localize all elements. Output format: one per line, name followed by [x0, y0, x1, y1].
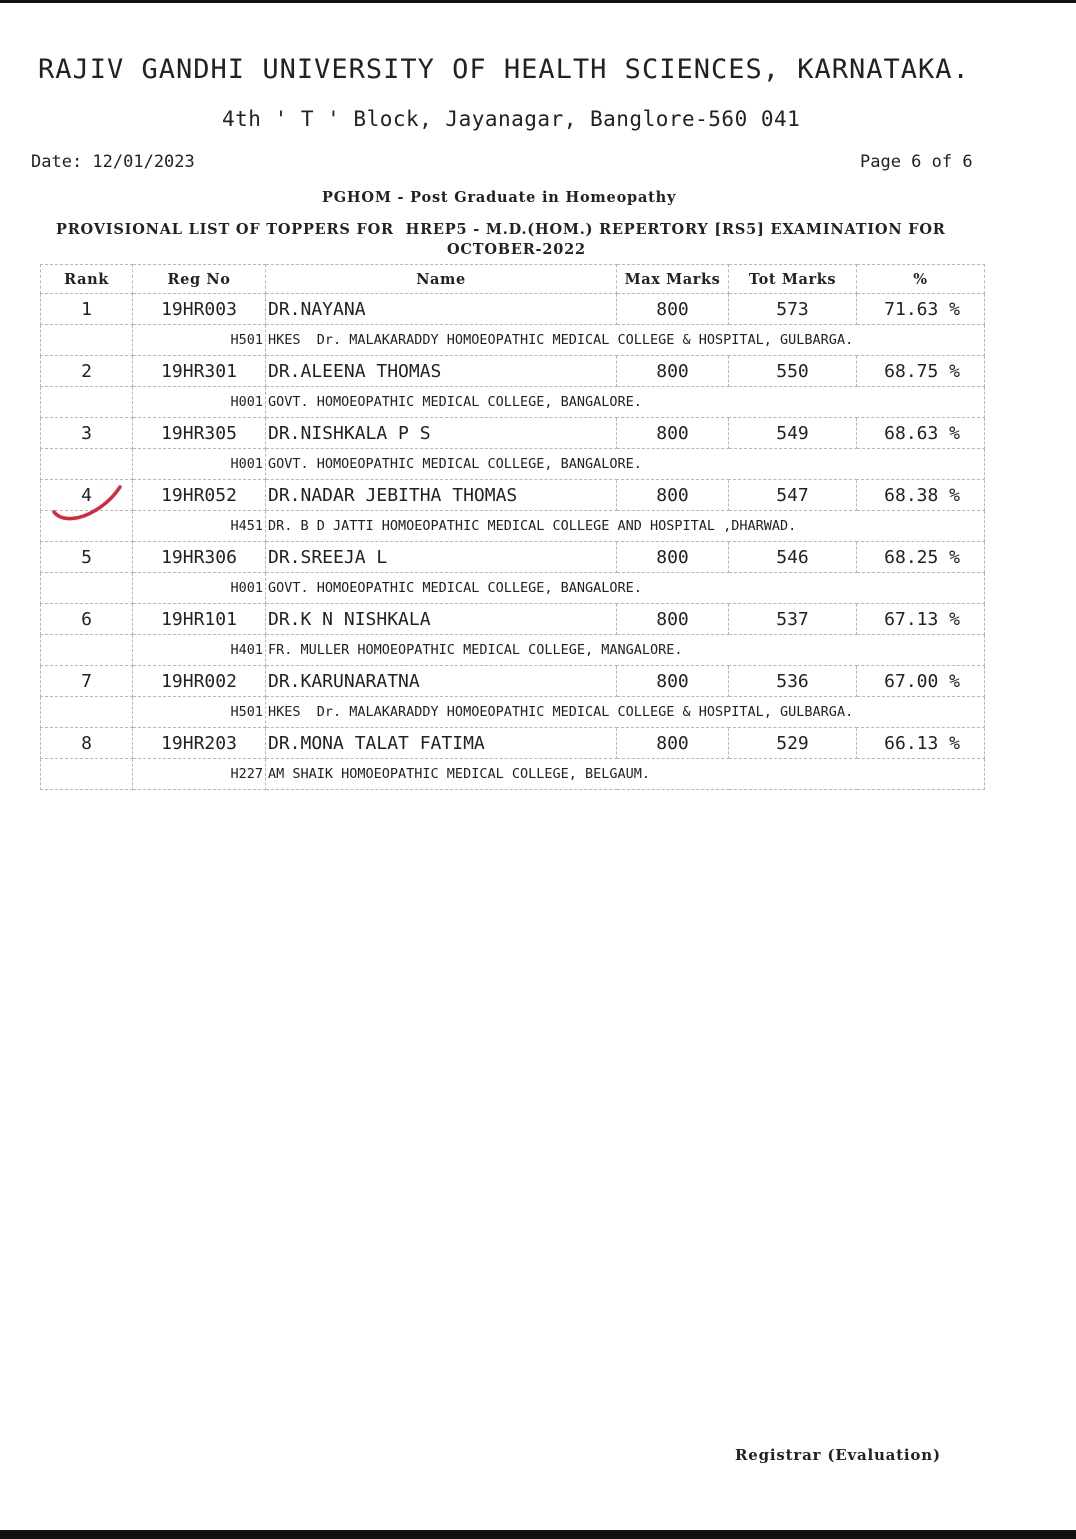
document-date: Date: 12/01/2023 [31, 152, 195, 172]
percent-cell: 66.13 % [857, 728, 985, 759]
reg-no-cell: 19HR306 [133, 542, 266, 573]
college-row [41, 573, 985, 604]
tot-marks-cell: 550 [729, 356, 857, 387]
tot-marks-cell: 549 [729, 418, 857, 449]
college-code-cell: H401 [133, 635, 266, 666]
reg-no-cell: 19HR052 [133, 480, 266, 511]
college-name-cell: AM SHAIK HOMOEOPATHIC MEDICAL COLLEGE, BELGAUM. [266, 759, 985, 790]
college-row [41, 449, 985, 480]
course-title: PGHOM - Post Graduate in Homeopathy [322, 189, 677, 206]
max-marks-cell: 800 [617, 666, 729, 697]
college-row [41, 759, 985, 790]
max-marks-cell: 800 [617, 418, 729, 449]
table-row [41, 294, 985, 325]
col-header-percent: % [857, 265, 985, 294]
college-code-cell: H001 [133, 449, 266, 480]
page-number: Page 6 of 6 [860, 152, 973, 172]
university-title: RAJIV GANDHI UNIVERSITY OF HEALTH SCIENCES, KARNATAKA. [38, 54, 970, 85]
college-name-cell: DR. B D JATTI HOMOEOPATHIC MEDICAL COLLEGE AND HOSPITAL ,DHARWAD. [266, 511, 985, 542]
rank-cell: 4 [41, 480, 133, 511]
table-header-row [41, 265, 985, 294]
list-title-line2: OCTOBER-2022 [447, 241, 586, 258]
name-cell: DR.SREEJA L [266, 542, 617, 573]
top-border [0, 0, 1076, 3]
name-cell: DR.NISHKALA P S [266, 418, 617, 449]
rank-cell: 3 [41, 418, 133, 449]
rank-cell: 6 [41, 604, 133, 635]
college-name-cell: GOVT. HOMOEOPATHIC MEDICAL COLLEGE, BANGALORE. [266, 387, 985, 418]
table-row [41, 728, 985, 759]
college-row [41, 635, 985, 666]
rank-cell: 2 [41, 356, 133, 387]
reg-no-cell: 19HR003 [133, 294, 266, 325]
list-title-line1: PROVISIONAL LIST OF TOPPERS FOR HREP5 - M.D.(HOM.) REPERTORY [RS5] EXAMINATION FOR [56, 221, 946, 238]
tot-marks-cell: 547 [729, 480, 857, 511]
percent-cell: 68.38 % [857, 480, 985, 511]
max-marks-cell: 800 [617, 480, 729, 511]
table-row [41, 542, 985, 573]
col-header-tot-marks: Tot Marks [729, 265, 857, 294]
name-cell: DR.K N NISHKALA [266, 604, 617, 635]
reg-no-cell: 19HR203 [133, 728, 266, 759]
college-name-cell: HKES Dr. MALAKARADDY HOMOEOPATHIC MEDICAL COLLEGE & HOSPITAL, GULBARGA. [266, 697, 985, 728]
rank-cell: 8 [41, 728, 133, 759]
university-address: 4th ' T ' Block, Jayanagar, Banglore-560 041 [222, 107, 801, 131]
percent-cell: 68.75 % [857, 356, 985, 387]
max-marks-cell: 800 [617, 728, 729, 759]
college-name-cell: GOVT. HOMOEOPATHIC MEDICAL COLLEGE, BANGALORE. [266, 449, 985, 480]
table-row [41, 356, 985, 387]
rank-cell: 7 [41, 666, 133, 697]
college-code-cell: H501 [133, 325, 266, 356]
college-row [41, 325, 985, 356]
max-marks-cell: 800 [617, 356, 729, 387]
rank-cell: 5 [41, 542, 133, 573]
percent-cell: 67.13 % [857, 604, 985, 635]
percent-cell: 71.63 % [857, 294, 985, 325]
reg-no-cell: 19HR101 [133, 604, 266, 635]
college-row [41, 511, 985, 542]
col-header-max-marks: Max Marks [617, 265, 729, 294]
college-code-cell: H227 [133, 759, 266, 790]
college-row [41, 387, 985, 418]
name-cell: DR.NADAR JEBITHA THOMAS [266, 480, 617, 511]
max-marks-cell: 800 [617, 294, 729, 325]
col-header-reg-no: Reg No [133, 265, 266, 294]
name-cell: DR.NAYANA [266, 294, 617, 325]
college-name-cell: FR. MULLER HOMOEOPATHIC MEDICAL COLLEGE, MANGALORE. [266, 635, 985, 666]
table-row [41, 480, 985, 511]
reg-no-cell: 19HR305 [133, 418, 266, 449]
col-header-rank: Rank [41, 265, 133, 294]
name-cell: DR.MONA TALAT FATIMA [266, 728, 617, 759]
tot-marks-cell: 573 [729, 294, 857, 325]
tot-marks-cell: 536 [729, 666, 857, 697]
red-pen-tick-mark [52, 482, 124, 522]
college-code-cell: H501 [133, 697, 266, 728]
max-marks-cell: 800 [617, 604, 729, 635]
reg-no-cell: 19HR002 [133, 666, 266, 697]
name-cell: DR.KARUNARATNA [266, 666, 617, 697]
percent-cell: 67.00 % [857, 666, 985, 697]
percent-cell: 68.25 % [857, 542, 985, 573]
col-header-name: Name [266, 265, 617, 294]
table-row [41, 666, 985, 697]
rank-cell: 1 [41, 294, 133, 325]
bottom-border [0, 1530, 1076, 1539]
registrar-signatory: Registrar (Evaluation) [735, 1446, 941, 1464]
college-code-cell: H451 [133, 511, 266, 542]
college-name-cell: HKES Dr. MALAKARADDY HOMOEOPATHIC MEDICAL COLLEGE & HOSPITAL, GULBARGA. [266, 325, 985, 356]
table-row [41, 418, 985, 449]
table-row [41, 604, 985, 635]
percent-cell: 68.63 % [857, 418, 985, 449]
tot-marks-cell: 529 [729, 728, 857, 759]
reg-no-cell: 19HR301 [133, 356, 266, 387]
tot-marks-cell: 546 [729, 542, 857, 573]
college-code-cell: H001 [133, 573, 266, 604]
toppers-table [40, 264, 985, 790]
college-row [41, 697, 985, 728]
name-cell: DR.ALEENA THOMAS [266, 356, 617, 387]
college-name-cell: GOVT. HOMOEOPATHIC MEDICAL COLLEGE, BANGALORE. [266, 573, 985, 604]
college-code-cell: H001 [133, 387, 266, 418]
tot-marks-cell: 537 [729, 604, 857, 635]
max-marks-cell: 800 [617, 542, 729, 573]
